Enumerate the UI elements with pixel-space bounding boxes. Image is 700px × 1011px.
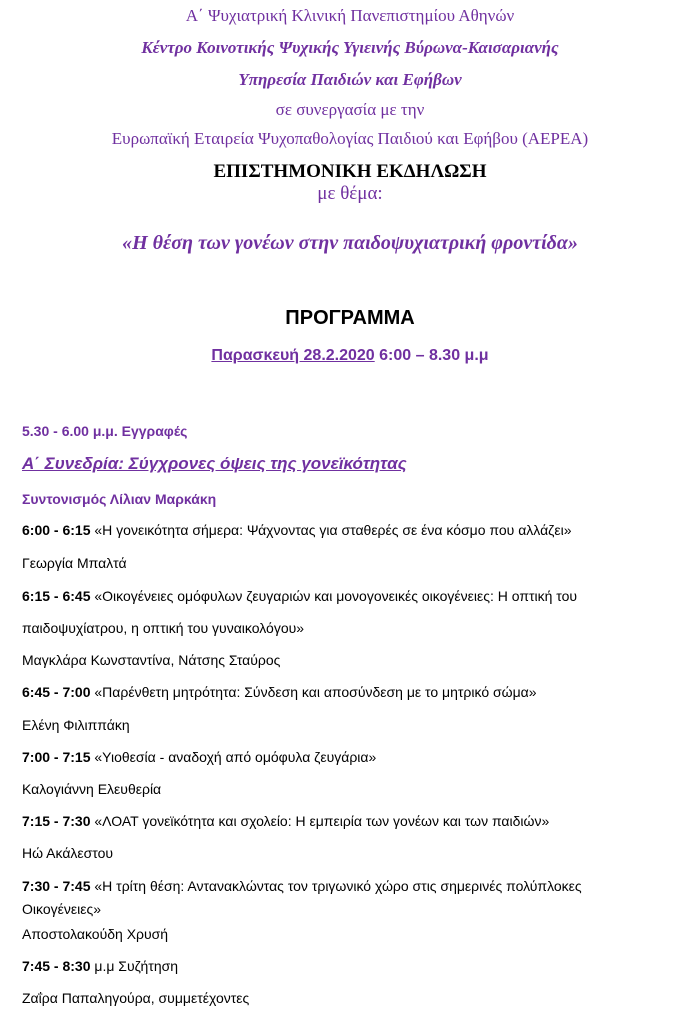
- header-university: Α΄ Ψυχιατρική Κλινική Πανεπιστημίου Αθηνών: [185, 6, 515, 25]
- item-title: «ΛΟΑΤ γονεϊκότητα και σχολείο: Η εμπειρία των γονέων και των παιδιών»: [90, 813, 550, 829]
- item-time: 7:15 - 7:30: [22, 813, 91, 829]
- event-theme: «Η θέση των γονέων στην παιδοψυχιατρική φροντίδα»: [122, 232, 578, 254]
- item-speaker-4: Καλογιάννη Ελευθερία: [22, 781, 162, 797]
- item-time: 7:00 - 7:15: [22, 749, 91, 765]
- item-time: 7:45 - 8:30: [22, 958, 91, 974]
- item-title-cont-6: Οικογένειες»: [22, 901, 101, 917]
- item-speaker-6: Αποστολακούδη Χρυσή: [22, 926, 169, 942]
- program-item-7: [22, 956, 692, 976]
- event-subtitle: με θέμα:: [317, 183, 383, 204]
- session-coordination: Συντονισμός Λίλιαν Μαρκάκη: [22, 491, 217, 507]
- program-date: [0, 345, 700, 367]
- event-title: ΕΠΙΣΤΗΜΟΝΙΚΗ ΕΚΔΗΛΩΣΗ: [213, 161, 487, 182]
- item-speaker-3: Ελένη Φιλιππάκη: [22, 717, 130, 733]
- item-title: «Η γονεικότητα σήμερα: Ψάχνοντας για σταθερές σε ένα κόσμο που αλλάζει»: [90, 522, 572, 538]
- program-item-4: [22, 747, 692, 767]
- item-title: «Οικογένειες ομόφυλων ζευγαριών και μονογονεικές οικογένειες: Η οπτική του: [90, 588, 578, 604]
- registration-line: 5.30 - 6.00 μ.μ. Εγγραφές: [22, 423, 188, 439]
- item-speaker-7: Ζαΐρα Παπαληγούρα, συμμετέχοντες: [22, 990, 250, 1006]
- item-title-cont-2: παιδοψυχίατρου, η οπτική του γυναικολόγου»: [22, 620, 305, 636]
- item-time: 6:15 - 6:45: [22, 588, 91, 604]
- program-date-day: Παρασκευή 28.2.2020: [211, 347, 375, 364]
- item-title: «Υιοθεσία - αναδοχή από ομόφυλα ζευγάρια»: [90, 749, 377, 765]
- item-speaker-1: Γεωργία Μπαλτά: [22, 555, 127, 571]
- item-time: 6:00 - 6:15: [22, 522, 91, 538]
- header-collaboration: σε συνεργασία με την: [275, 100, 425, 119]
- header-society: Ευρωπαϊκή Εταιρεία Ψυχοπαθολογίας Παιδιού και Εφήβου (ΑΕΡΕΑ): [111, 129, 589, 148]
- item-title: μ.μ Συζήτηση: [90, 958, 179, 974]
- program-item-2: [22, 586, 692, 606]
- item-time: 7:30 - 7:45: [22, 878, 91, 894]
- program-date-time: 6:00 – 8.30 μ.μ: [374, 347, 489, 364]
- session-title: Α΄ Συνεδρία: Σύγχρονες όψεις της γονεϊκότητας: [22, 454, 407, 473]
- item-speaker-2: Μαγκλάρα Κωνσταντίνα, Νάτσης Σταύρος: [22, 652, 281, 668]
- header-center: Κέντρο Κοινοτικής Ψυχικής Υγιεινής Βύρωνα-Καισαριανής: [141, 38, 559, 57]
- program-title: ΠΡΟΓΡΑΜΜΑ: [285, 307, 415, 329]
- item-speaker-5: Ηώ Ακάλεστου: [22, 845, 114, 861]
- program-item-3: [22, 682, 692, 702]
- item-time: 6:45 - 7:00: [22, 684, 91, 700]
- program-item-1: [22, 520, 692, 540]
- header-service: Υπηρεσία Παιδιών και Εφήβων: [238, 70, 462, 89]
- item-title: «Παρένθετη μητρότητα: Σύνδεση και αποσύνδεση με το μητρικό σώμα»: [90, 684, 537, 700]
- program-item-6: [22, 876, 692, 896]
- item-title: «Η τρίτη θέση: Αντανακλώντας τον τριγωνικό χώρο στις σημερινές πολύπλοκες: [90, 878, 582, 894]
- program-item-5: [22, 811, 692, 831]
